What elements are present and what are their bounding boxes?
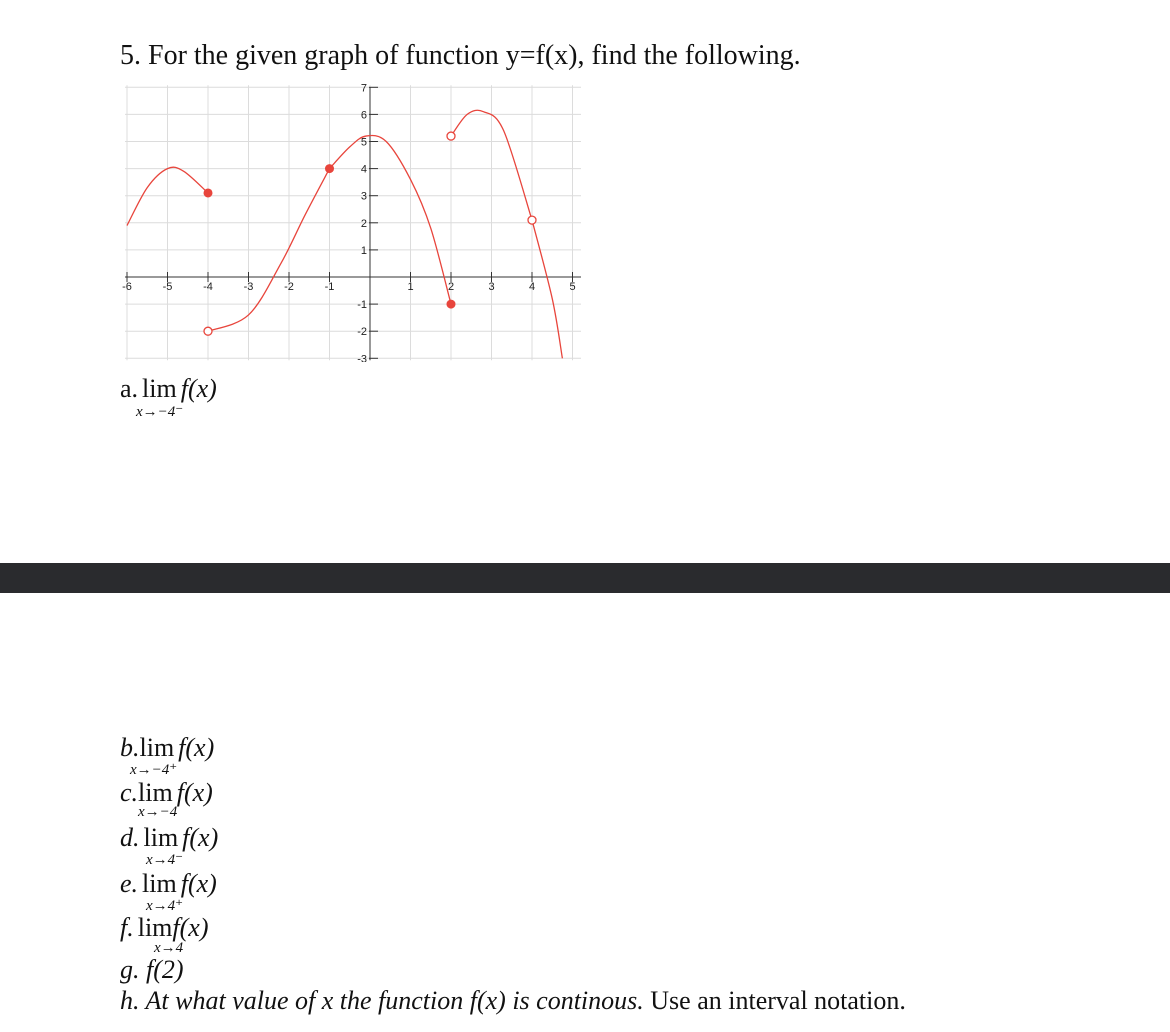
x-tick-label: -3 [243, 281, 254, 293]
y-tick-label: -3 [357, 353, 367, 362]
x-tick-label: -1 [324, 281, 335, 293]
question-a-prefix: a. [120, 374, 139, 403]
question-f-func: f(x) [172, 913, 209, 942]
y-tick-label: -1 [357, 299, 367, 312]
x-tick-label: 2 [447, 281, 455, 293]
question-f-lim: lim [137, 913, 173, 942]
y-tick-label: 1 [360, 244, 367, 257]
question-c [120, 778, 213, 820]
question-e-func: f(x) [180, 869, 217, 898]
question-f [120, 913, 209, 956]
grid-lines [125, 85, 581, 360]
closed-point-marker [447, 300, 456, 309]
x-tick-label: -6 [122, 281, 132, 293]
divider-band [0, 563, 1170, 593]
question-a-lim: lim [142, 374, 177, 403]
question-e-prefix: e. [120, 869, 139, 898]
x-tick-label: -4 [203, 281, 213, 293]
question-d-sub: x→4⁻ [146, 852, 184, 868]
question-c-sub: x→−4 [138, 804, 178, 820]
question-e [120, 869, 217, 914]
question-d-prefix: d. [120, 823, 140, 852]
open-point-marker [204, 327, 212, 335]
question-f-sub: x→4 [154, 940, 184, 956]
question-d [120, 823, 219, 868]
y-tick-label: 3 [360, 190, 367, 203]
x-tick-label: 3 [488, 281, 495, 293]
question-b-lim: lim [139, 733, 175, 762]
x-tick-labels [122, 281, 575, 293]
question-e-lim: lim [142, 869, 177, 898]
question-h [120, 986, 906, 1016]
x-tick-label: -5 [162, 281, 173, 293]
curve-segment-3 [330, 135, 455, 304]
y-tick-label: 7 [360, 82, 367, 95]
question-c-lim: lim [138, 778, 173, 807]
open-point-marker [447, 132, 455, 140]
function-graph [121, 78, 581, 362]
question-d-lim: lim [143, 823, 179, 852]
question-a-sub: x→−4⁻ [136, 404, 184, 420]
function-curve [127, 110, 562, 358]
closed-point-marker [204, 188, 213, 197]
open-point-marker [528, 216, 536, 224]
y-tick-label: 5 [360, 136, 367, 149]
question-e-sub: x→4⁺ [146, 898, 184, 914]
question-b-sub: x→−4⁺ [130, 762, 178, 778]
problem-title: 5. For the given graph of function y=f(x), find the following. [120, 40, 801, 71]
y-tick-label: 6 [360, 109, 367, 122]
x-tick-label: 1 [407, 281, 414, 293]
question-b-prefix: b. [120, 733, 140, 762]
y-tick-label: -2 [357, 326, 367, 339]
x-tick-label: 5 [569, 281, 576, 293]
question-f-prefix: f. [120, 913, 134, 942]
question-a [120, 374, 217, 420]
x-tick-label: -2 [284, 281, 294, 293]
question-b-func: f(x) [178, 733, 215, 762]
question-h-italic: h. At what value of x the function f(x) is continous. [120, 986, 644, 1015]
question-c-func: f(x) [176, 778, 213, 807]
question-h-plain: Use an interval notation. [650, 986, 906, 1015]
question-d-func: f(x) [182, 823, 219, 852]
x-tick-label: 4 [528, 281, 536, 293]
closed-point-marker [325, 164, 334, 173]
y-tick-labels [357, 82, 367, 362]
question-a-func: f(x) [180, 374, 217, 403]
y-tick-label: 4 [360, 163, 367, 176]
axes [125, 87, 581, 360]
question-b [120, 733, 215, 778]
y-tick-label: 2 [360, 217, 367, 230]
curve-segment-5 [532, 220, 562, 358]
question-g: g. f(2) [120, 955, 184, 984]
question-c-prefix: c. [120, 778, 139, 807]
